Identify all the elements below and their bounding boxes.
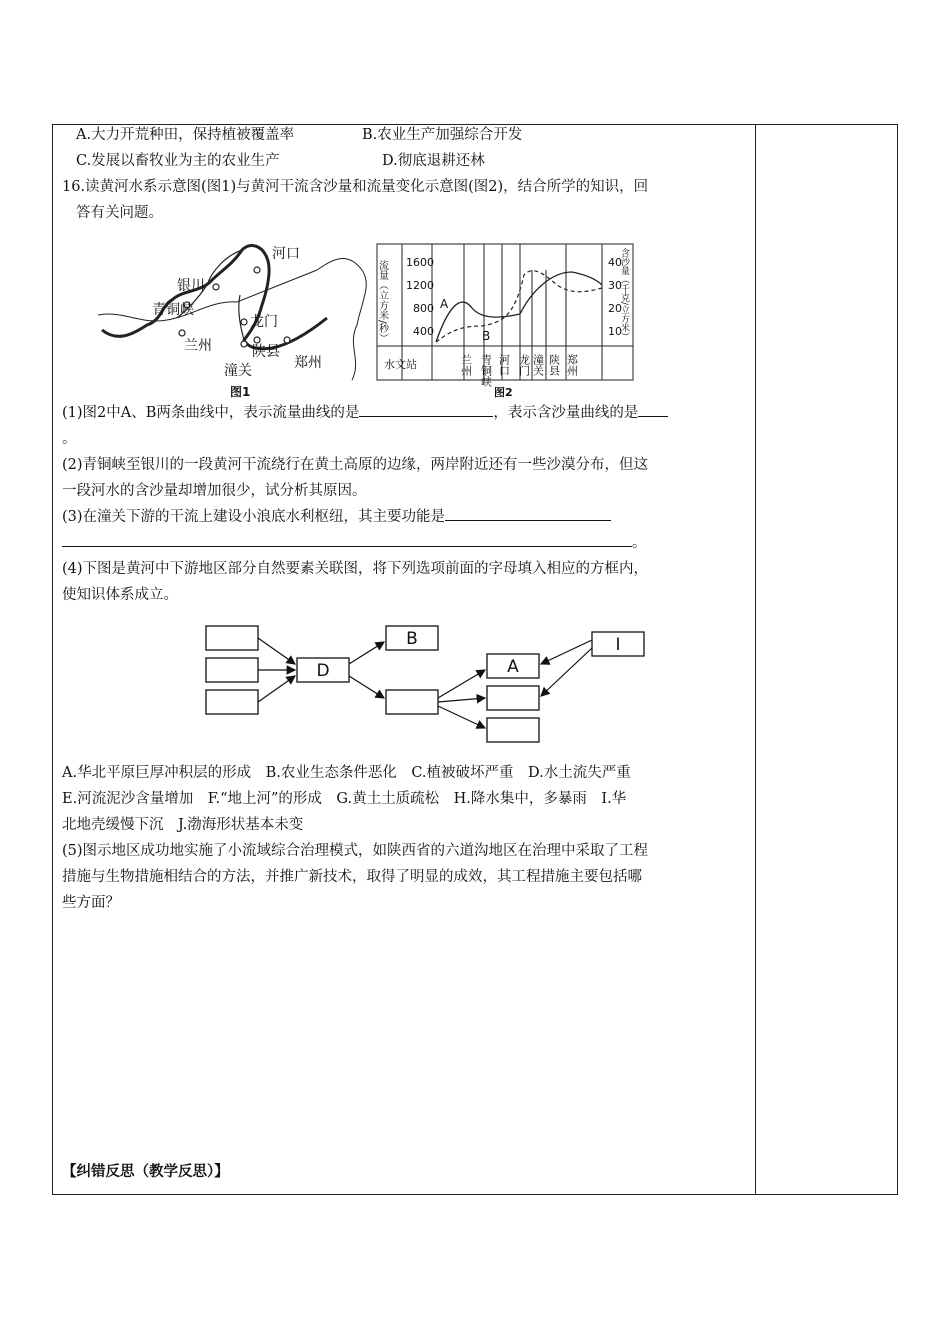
map-place: 银川 [177, 278, 205, 294]
station-label: 河口 [497, 354, 511, 376]
curve-label-b: B [482, 329, 491, 343]
question-content [62, 124, 750, 916]
q15-options-row1 [62, 122, 750, 148]
q16-sub3 [62, 504, 750, 530]
flow-label-d: D [316, 661, 330, 681]
left-axis-label: 流量（立方米/秒） [376, 260, 388, 344]
q16-sub2-cont: 一段河水的含沙量却增加很少，试分析其原因。 [62, 483, 367, 499]
q15-options-row2 [62, 148, 750, 174]
station-label: 青铜峡 [479, 354, 493, 387]
flow-label-b: B [406, 629, 418, 649]
map-place: 陕县 [252, 344, 280, 360]
q16-sub5-cont2: 些方面？ [62, 895, 120, 911]
flow-box-left-2[interactable] [206, 658, 258, 682]
q16-options-line2: E.河流泥沙含量增加 F.“地上河”的形成 G.黄土土质疏松 H.降水集中，多暴雨 I.华 [62, 791, 627, 807]
map-place: 郑州 [294, 355, 322, 371]
q16-sub3-text: (3)在潼关下游的干流上建设小浪底水利枢纽，其主要功能是 [62, 509, 446, 525]
right-tick: 10 [608, 325, 622, 338]
q16-intro: 16.读黄河水系示意图(图1)与黄河干流含沙量和流量变化示意图(图2)，结合所学的知识，回 [62, 179, 649, 195]
right-tick: 40 [608, 256, 622, 269]
right-tick: 20 [608, 302, 622, 315]
station-header: 水文站 [384, 358, 417, 371]
flow-box-left-3[interactable] [206, 690, 258, 714]
station-label: 龙门 [517, 354, 531, 376]
answer-blank-sediment-curve[interactable] [638, 400, 668, 417]
right-axis-label: 含沙量（千克/立方米） [619, 248, 629, 342]
q16-options-line1: A.华北平原巨厚冲积层的形成 B.农业生态条件恶化 C.植被破坏严重 D.水土流失严重 [62, 765, 631, 781]
map-place: 潼关 [224, 363, 252, 379]
flow-box-right-3[interactable] [487, 718, 539, 742]
answer-blank-flow-curve[interactable] [359, 400, 493, 417]
answer-blank-xiaolangdi[interactable] [445, 504, 611, 521]
figures [62, 230, 750, 400]
left-tick: 1200 [406, 279, 434, 292]
q15-option-d: D.彻底退耕还林 [382, 153, 485, 169]
q16-sub3-end: 。 [632, 535, 647, 551]
station-label: 兰州 [459, 354, 473, 376]
flow-label-i: I [615, 635, 621, 655]
figure-1-caption: 图1 [230, 385, 251, 399]
flow-box-left-1[interactable] [206, 626, 258, 650]
map-place: 青铜峡 [152, 302, 194, 318]
column-divider [755, 124, 756, 1195]
figure-1-map [98, 246, 366, 380]
q16-sub4-cont: 使知识体系成立。 [62, 587, 178, 603]
answer-blank-xiaolangdi-cont[interactable] [62, 530, 632, 547]
flow-box-middle[interactable] [386, 690, 438, 714]
map-place: 河口 [272, 246, 300, 262]
q16-sub1-text-b: ，表示含沙量曲线的是 [493, 405, 639, 421]
q16-sub5-cont: 措施与生物措施相结合的方法，并推广新技术，取得了明显的成效，其工程措施主要包括哪 [62, 869, 642, 885]
q15-option-c: C.发展以畜牧业为主的农业生产 [76, 153, 280, 169]
q16-sub3-cont [62, 530, 750, 556]
left-tick: 800 [413, 302, 434, 315]
figure-map-and-chart [62, 230, 750, 400]
q16-sub5: (5)图示地区成功地实施了小流域综合治理模式，如陕西省的六道沟地区在治理中采取了工程 [62, 843, 649, 859]
q16-sub1-text-a: (1)图2中A、B两条曲线中，表示流量曲线的是 [62, 405, 360, 421]
relation-diagram-svg [62, 620, 750, 760]
q16-intro-cont: 答有关问题。 [76, 205, 163, 221]
left-tick: 1600 [406, 256, 434, 269]
curve-a [436, 272, 602, 342]
flow-label-a: A [507, 657, 519, 677]
right-tick: 30 [608, 279, 622, 292]
q16-sub1-end: 。 [62, 431, 77, 447]
station-label: 陕县 [547, 354, 561, 376]
station-label: 潼关 [531, 354, 545, 376]
q16-sub2: (2)青铜峡至银川的一段黄河干流绕行在黄土高原的边缘，两岸附近还有一些沙漠分布，但这 [62, 457, 649, 473]
station-label: 郑州 [565, 354, 579, 376]
q15-option-a: A.大力开荒种田，保持植被覆盖率 [76, 127, 295, 143]
q15-option-b: B.农业生产加强综合开发 [362, 127, 523, 143]
reflection-heading: 【纠错反思（教学反思）】 [62, 1164, 229, 1180]
curve-b [436, 271, 602, 342]
figure-2-caption: 图2 [494, 386, 513, 399]
relation-diagram [62, 620, 750, 760]
left-tick: 400 [413, 325, 434, 338]
figure-2-labels [377, 247, 630, 399]
figure-1-map-labels [152, 246, 322, 399]
map-place: 龙门 [250, 314, 278, 330]
q16-options-line3: 北地壳缓慢下沉 J.渤海形状基本未变 [62, 817, 304, 833]
flow-box-right-2[interactable] [487, 686, 539, 710]
map-place: 兰州 [184, 338, 212, 354]
q16-sub4: (4)下图是黄河中下游地区部分自然要素关联图，将下列选项前面的字母填入相应的方框内， [62, 561, 649, 577]
q16-sub1 [62, 400, 750, 426]
curve-label-a: A [440, 297, 449, 311]
